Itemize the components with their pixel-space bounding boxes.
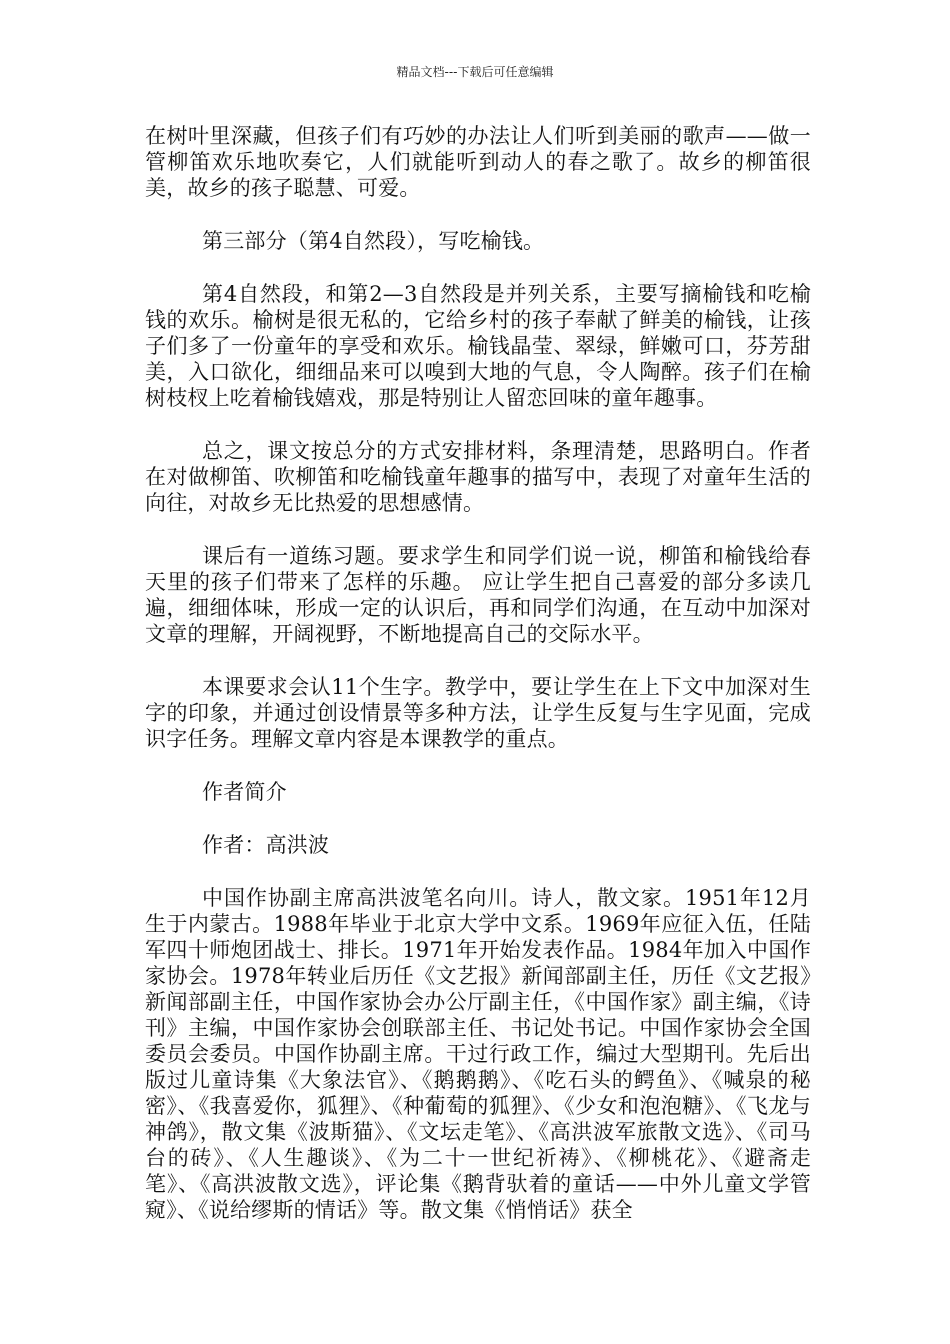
paragraph-exercise: 课后有一道练习题。要求学生和同学们说一说，柳笛和榆钱给春天里的孩子们带来了怎样的乐趣。 应让学生把自己喜爱的部分多读几遍，细细体味，形成一定的认识后，再和同学们沟通，在互动中加深对文章的理解，开阔视野，不断地提高自己的交际水平。: [145, 544, 811, 646]
document-body: [145, 123, 811, 1223]
paragraph-vocabulary: 本课要求会认11个生字。教学中，要让学生在上下文中加深对生字的印象，并通过创设情景等多种方法，让学生反复与生字见面，完成识字任务。理解文章内容是本课教学的重点。: [145, 675, 811, 751]
paragraph-section-three-heading: 第三部分（第4自然段），写吃榆钱。: [202, 229, 545, 253]
author-intro-heading: 作者简介: [202, 780, 287, 804]
author-name: 作者：高洪波: [202, 833, 330, 857]
paragraph-continued-text: 在树叶里深藏，但孩子们有巧妙的办法让人们听到美丽的歌声——做一管柳笛欢乐地吹奏它，人们就能听到动人的春之歌了。故乡的柳笛很美，故乡的孩子聪慧、可爱。: [145, 124, 811, 200]
page-header: 精品文档---下载后可任意编辑: [396, 65, 554, 79]
paragraph-summary: 总之，课文按总分的方式安排材料，条理清楚，思路明白。作者在对做柳笛、吹柳笛和吃榆钱童年趣事的描写中，表现了对童年生活的向往，对故乡无比热爱的思想感情。: [145, 439, 811, 515]
paragraph-section-four: 第4自然段，和第2—3自然段是并列关系，主要写摘榆钱和吃榆钱的欢乐。榆树是很无私的，它给乡村的孩子奉献了鲜美的榆钱，让孩子们多了一份童年的享受和欢乐。榆钱晶莹、翠绿，鲜嫩可口，芬芳甜美，入口欲化，细细品来可以嗅到大地的气息，令人陶醉。孩子们在榆树枝杈上吃着榆钱嬉戏，那是特别让人留恋回味的童年趣事。: [145, 282, 811, 410]
author-biography: 中国作协副主席高洪波笔名向川。诗人，散文家。1951年12月生于内蒙古。1988年毕业于北京大学中文系。1969年应征入伍，任陆军四十师炮团战士、排长。1971年开始发表作品。1984年加入中国作家协会。1978年转业后历任《文艺报》新闻部副主任，历任《文艺报》新闻部副主任，中国作家协会办公厅副主任，《中国作家》副主编，《诗刊》主编，中国作家协会创联部主任、书记处书记。中国作家协会全国委员会委员。中国作协副主席。干过行政工作，编过大型期刊。先后出版过儿童诗集《大象法官》、《鹅鹅鹅》、《吃石头的鳄鱼》、《喊泉的秘密》、《我喜爱你，狐狸》、《种葡萄的狐狸》、《少女和泡泡糖》、《飞龙与神鸽》，散文集《波斯猫》、《文坛走笔》、《高洪波军旅散文选》、《司马台的砖》、《人生趣谈》、《为二十一世纪祈祷》、《柳桃花》、《避斋走笔》、《高洪波散文选》，评论集《鹅背驮着的童话——中外儿童文学管窥》、《说给缪斯的情话》等。散文集《悄悄话》获全: [145, 886, 811, 1222]
